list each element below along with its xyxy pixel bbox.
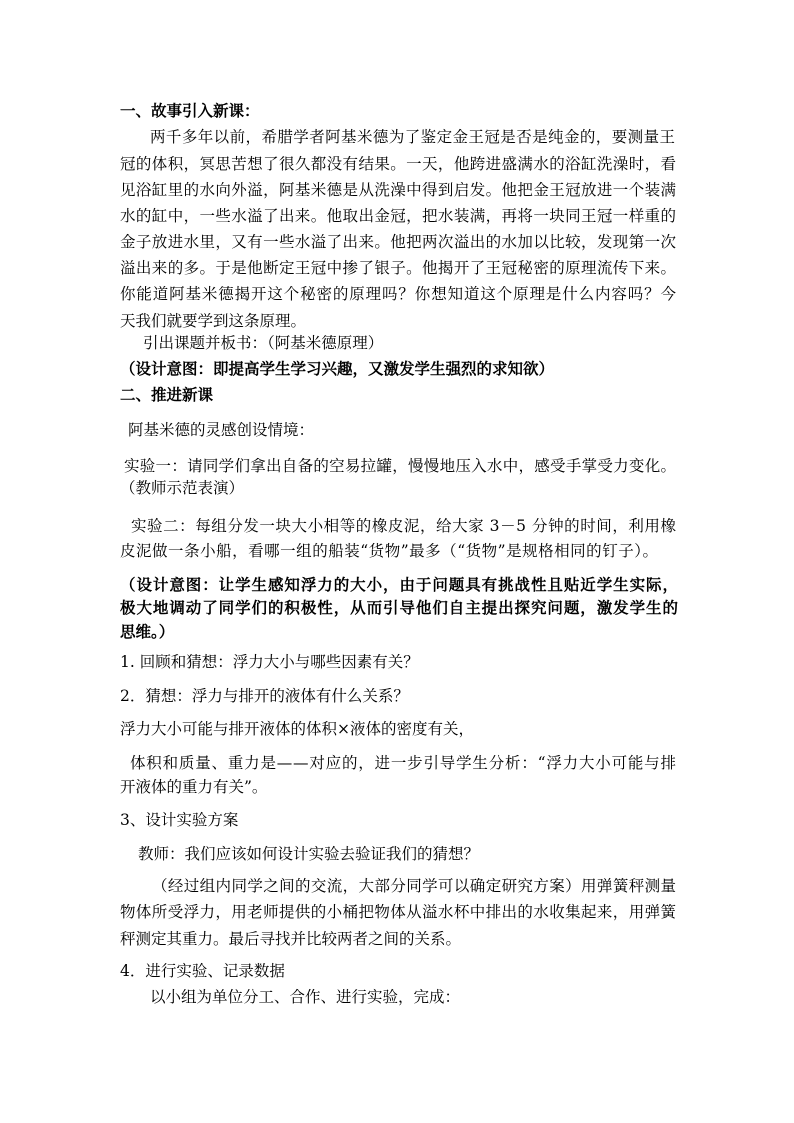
text-line-s2a: 浮力大小可能与排开液体的体积×液体的密度有关， [120,720,474,738]
text-line-p1g: 你能道阿基米德揭开这个秘密的原理吗？你想知道这个原理是什么内容吗？今 [120,285,677,303]
text-line-s3c: 物体所受浮力，用老师提供的小桶把物体从溢水杯中排出的水收集起来，用弹簧 [120,903,677,921]
text-line-s4: 4．进行实验、记录数据 [120,962,285,980]
bold-line-h1: 一、故事引入新课： [120,101,260,120]
text-line-p3: 阿基米德的灵感创设情境： [128,421,315,439]
text-line-p1h: 天我们就要学到这条原理。 [120,312,307,330]
text-line-p4b: （教师示范表演） [120,479,245,497]
text-line-p1e: 金子放进水里，又有一些水溢了出来。他把两次溢出的水加以比较，发现第一次 [120,233,677,251]
text-line-s3d: 秤测定其重力。最后寻找并比较两者之间的关系。 [120,930,462,948]
text-line-p1b: 冠的体积，冥思苦想了很久都没有结果。一天，他跨进盛满水的浴缸洗澡时，看 [120,155,677,173]
bold-line-h2: 二、推进新课 [120,385,214,404]
text-line-s2b: 体积和质量、重力是——对应的，进一步引导学生分析：“浮力大小可能与排 [130,754,677,772]
text-line-s3b: （经过组内同学之间的交流，大部分同学可以确定研究方案）用弹簧秤测量 [152,877,677,895]
bold-line-d2a: （设计意图：让学生感知浮力的大小，由于问题具有挑战性且贴近学生实际， [120,575,679,594]
text-line-s2c: 开液体的重力有关”。 [120,778,268,796]
text-line-p1d: 水的缸中，一些水溢了出来。他取出金冠，把水装满，再将一块同王冠一样重的 [120,207,677,225]
bold-line-d2b: 极大地调动了同学们的积极性，从而引导他们自主提出探究问题，激发学生的 [120,598,679,617]
text-line-s1: 1. 回顾和猜想：浮力大小与哪些因素有关？ [120,653,419,671]
text-line-p4a: 实验一：请同学们拿出自备的空易拉罐，慢慢地压入水中，感受手掌受力变化。 [124,457,677,475]
text-line-s3a: 教师：我们应该如何设计实验去验证我们的猜想？ [138,845,480,863]
text-line-p5a: 实验二：每组分发一块大小相等的橡皮泥，给大家 3－5 分钟的时间，利用橡 [131,517,677,535]
bold-line-d1: （设计意图：即提高学生学习兴趣，又激发学生强烈的求知欲） [120,359,555,378]
text-line-p2: 引出课题并板书：（阿基米德原理） [143,334,384,352]
text-line-p1a: 两千多年以前，希腊学者阿基米德为了鉴定金王冠是否是纯金的，要测量王 [150,128,676,146]
text-line-s2: 2．猜想：浮力与排开的液体有什么关系？ [120,687,409,705]
text-line-p1f: 溢出来的多。于是他断定王冠中掺了银子。他揭开了王冠秘密的原理流传下来。 [120,259,677,277]
text-line-s4a: 以小组为单位分工、合作、进行实验，完成： [150,988,461,1006]
bold-line-d2c: 思维。） [120,622,175,641]
text-line-p5b: 皮泥做一条小船，看哪一组的船装“货物”最多（“货物”是规格相同的钉子）。 [120,542,659,560]
text-line-s3: 3、设计实验方案 [120,811,239,829]
text-line-p1c: 见浴缸里的水向外溢，阿基米德是从洗澡中得到启发。他把金王冠放进一个装满 [120,181,677,199]
